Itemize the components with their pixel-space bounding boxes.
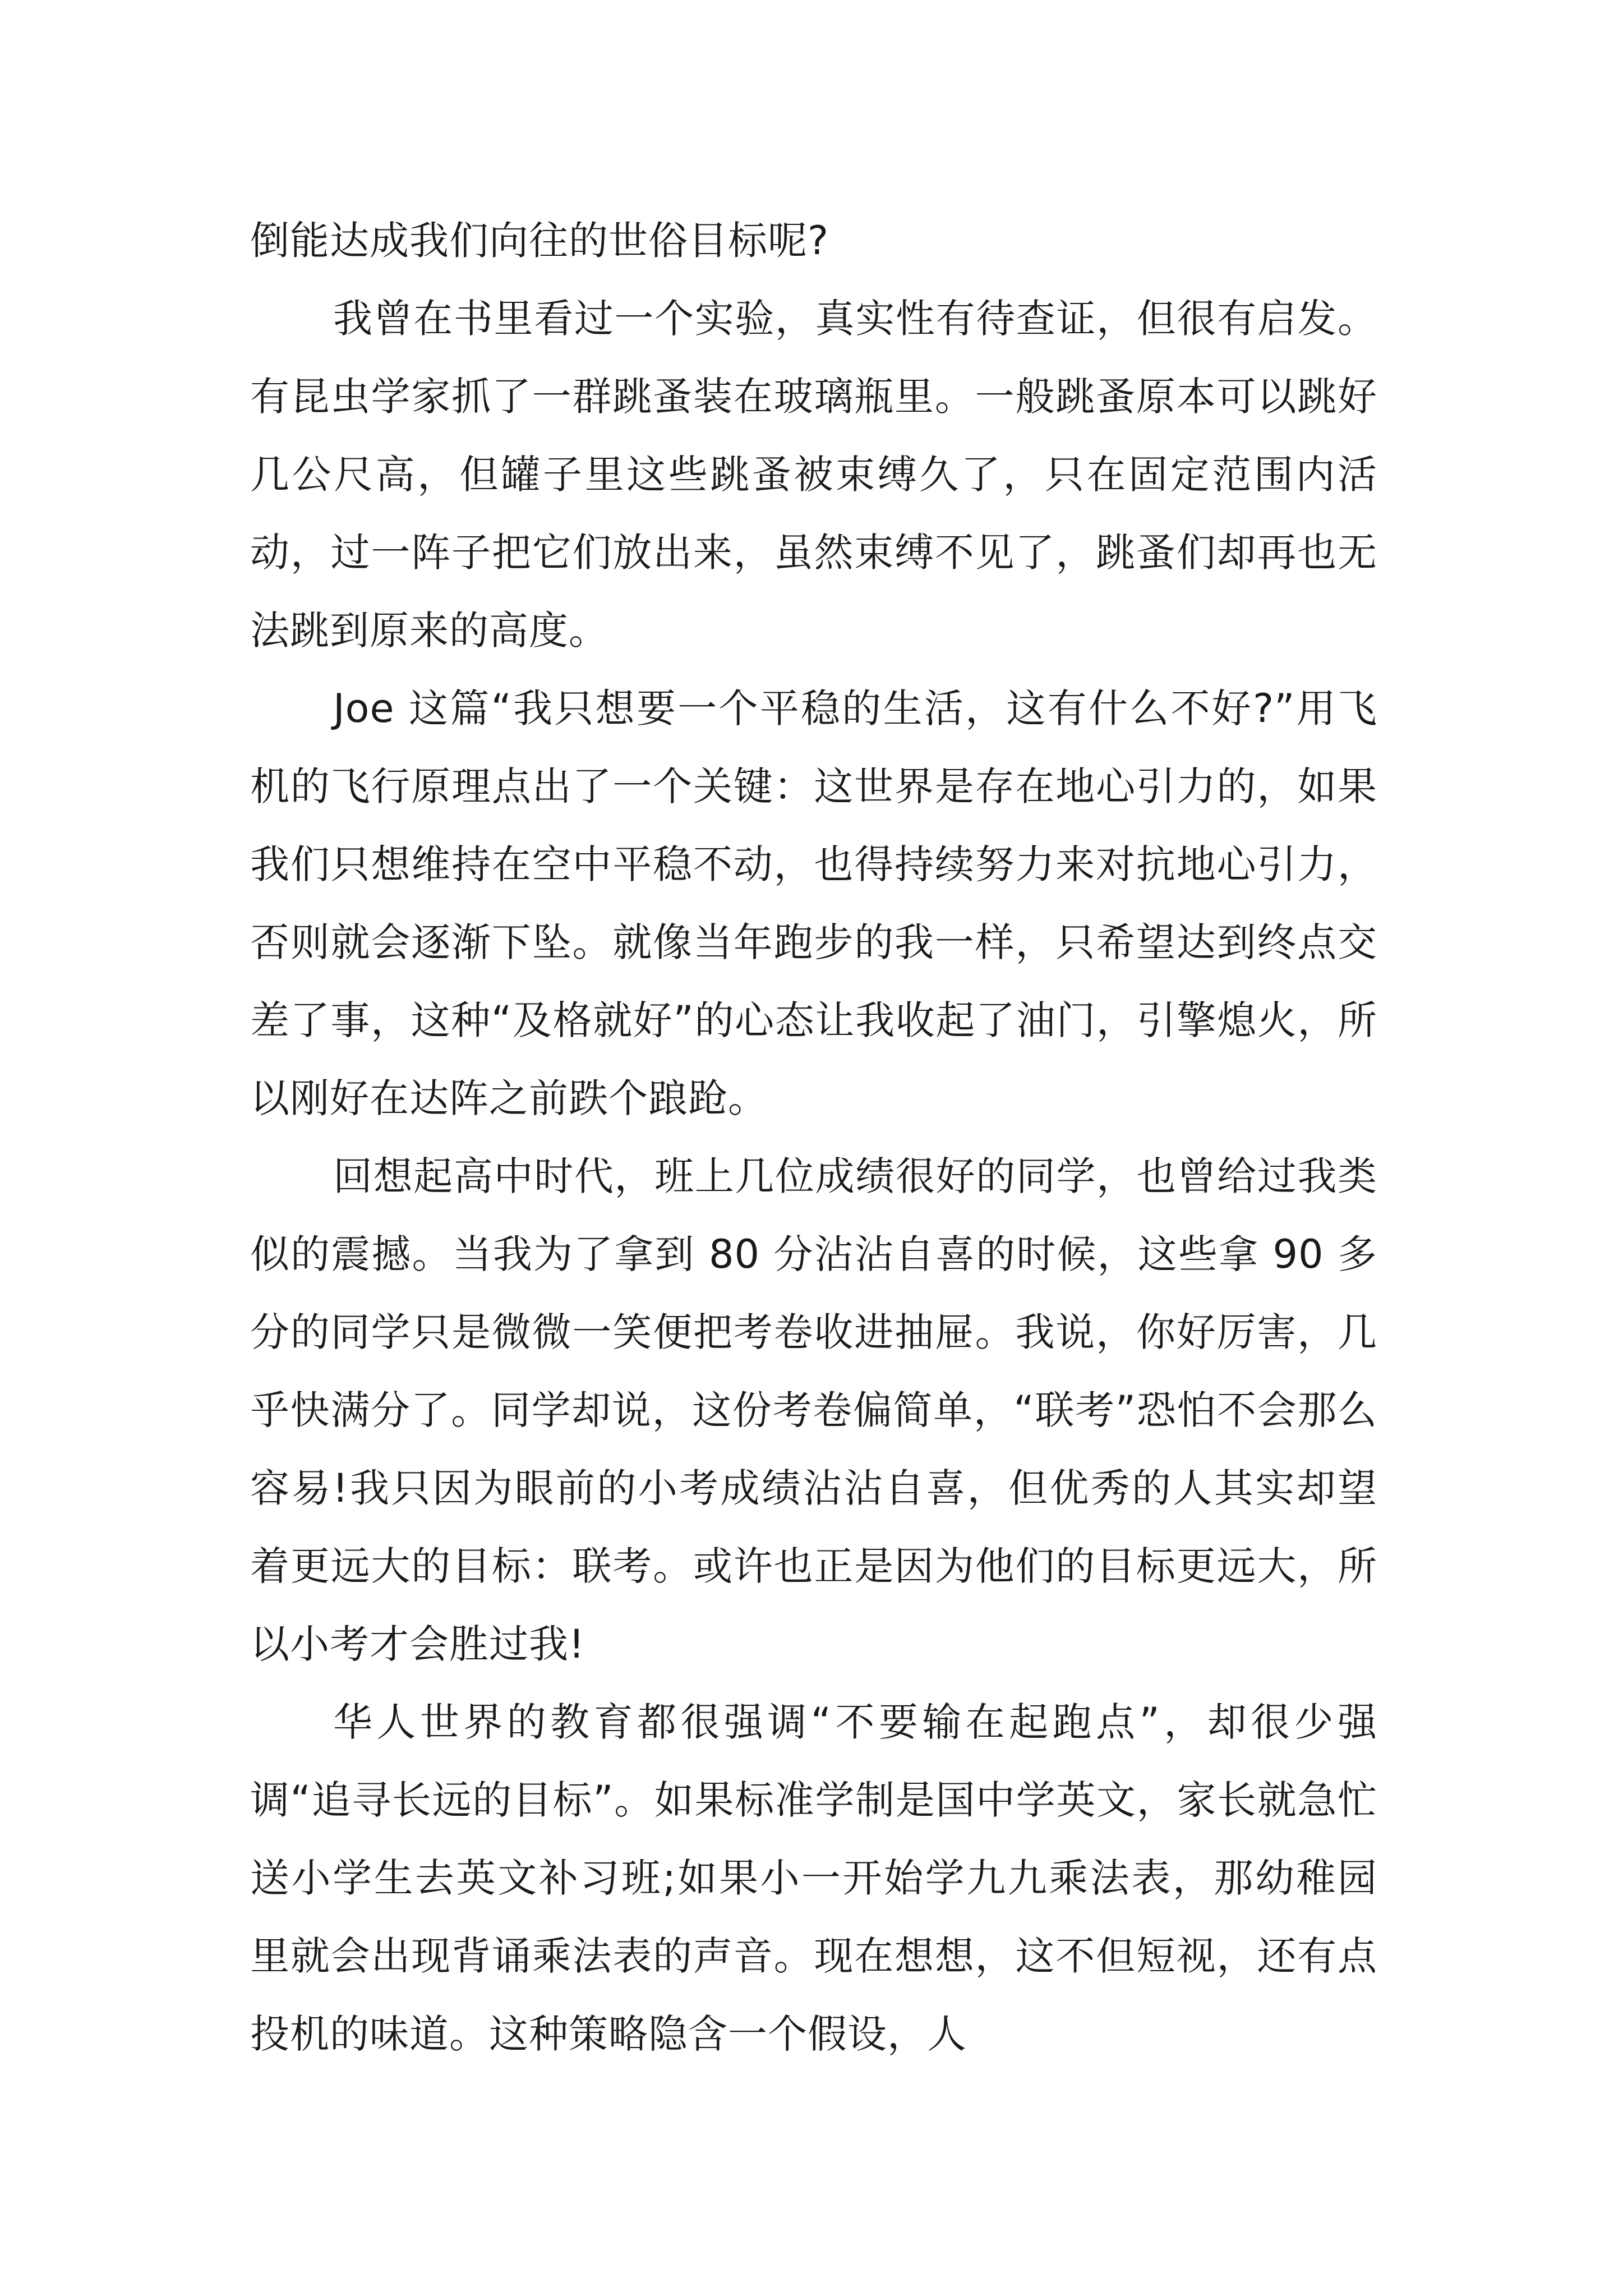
paragraph-1: 倒能达成我们向往的世俗目标呢?: [250, 218, 829, 264]
paragraph-4: 回想起高中时代，班上几位成绩很好的同学，也曾给过我类似的震撼。当我为了拿到 80 分沾沾自喜的时候，这些拿 90 多分的同学只是微微一笑便把考卷收进抽屉。我说，你好厉害，几乎快满分了。同学却说，这份考卷偏简单，“联考”恐怕不会那么容易!我只因为眼前的小考成绩沾沾自喜，但优秀的人其实却望着更远大的目标：联考。或许也正是因为他们的目标更远大，所以小考才会胜过我!: [250, 1153, 1377, 1667]
body-text: [250, 202, 1377, 2073]
paragraph-5: 华人世界的教育都很强调“不要输在起跑点”，却很少强调“追寻长远的目标”。如果标准学制是国中学英文，家长就急忙送小学生去英文补习班;如果小一开始学九九乘法表，那幼稚园里就会出现背诵乘法表的声音。现在想想，这不但短视，还有点投机的味道。这种策略隐含一个假设，人: [250, 1699, 1377, 2057]
paragraph-2: 我曾在书里看过一个实验，真实性有待查证，但很有启发。有昆虫学家抓了一群跳蚤装在玻璃瓶里。一般跳蚤原本可以跳好几公尺高，但罐子里这些跳蚤被束缚久了，只在固定范围内活动，过一阵子把它们放出来，虽然束缚不见了，跳蚤们却再也无法跳到原来的高度。: [250, 296, 1377, 654]
paragraph-3: Joe 这篇“我只想要一个平稳的生活，这有什么不好?”用飞机的飞行原理点出了一个关键：这世界是存在地心引力的，如果我们只想维持在空中平稳不动，也得持续努力来对抗地心引力，否则就会逐渐下坠。就像当年跑步的我一样，只希望达到终点交差了事，这种“及格就好”的心态让我收起了油门，引擎熄火，所以刚好在达阵之前跌个踉跄。: [250, 685, 1377, 1121]
